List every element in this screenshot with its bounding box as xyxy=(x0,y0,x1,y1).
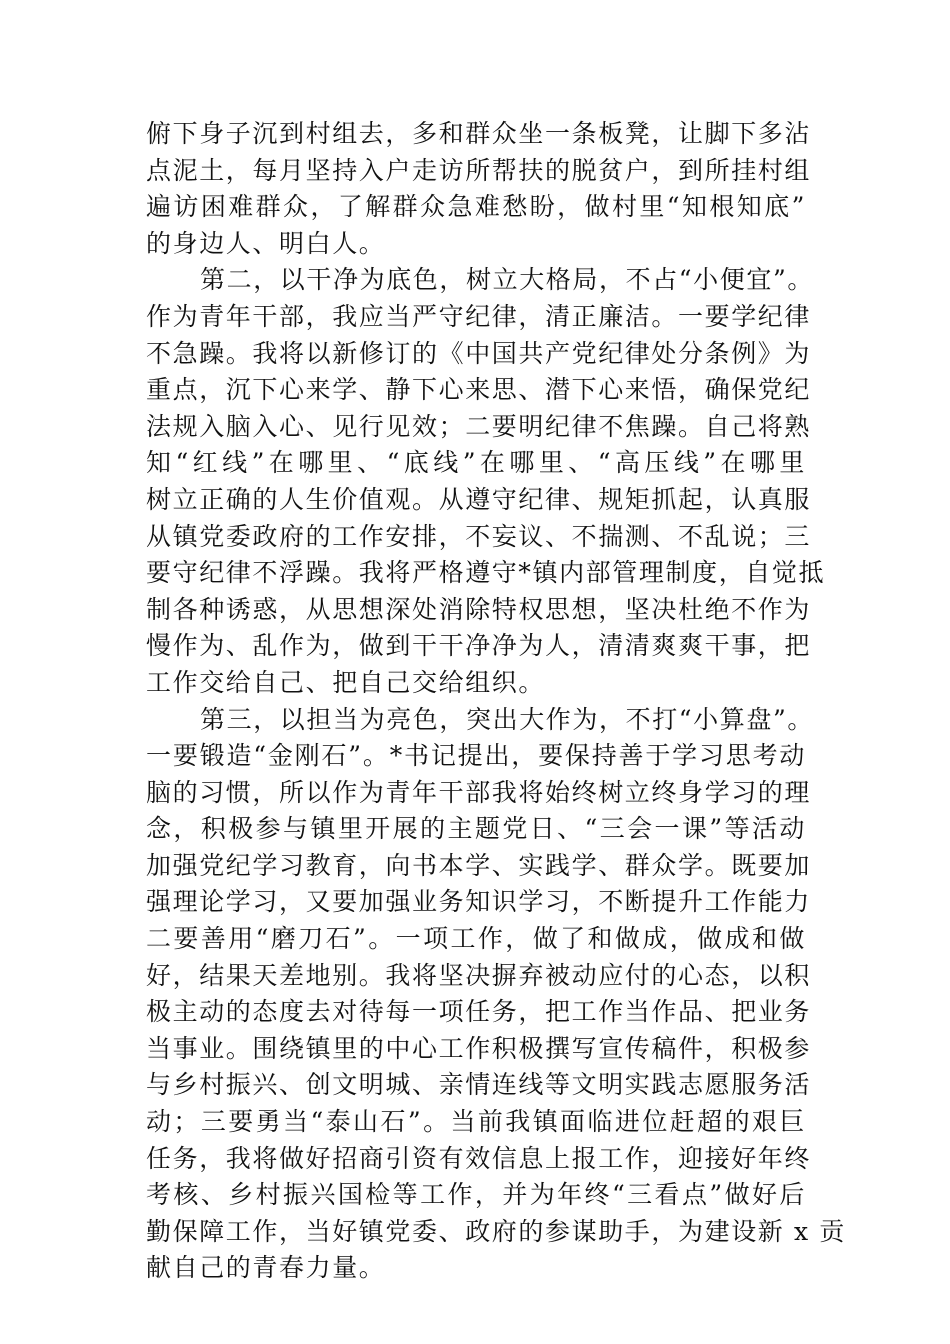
text-line: 的身边人、明白人。 xyxy=(146,228,386,258)
text-line: 知“红线”在哪里、“底线”在哪里、“高压线”在哪里 xyxy=(146,448,806,478)
text-line: 勤保障工作，当好镇党委、政府的参谋助手，为建设新 x 贡 xyxy=(146,1216,846,1246)
text-line: 树立正确的人生价值观。从遵守纪律、规矩抓起，认真服 xyxy=(146,484,812,514)
text-line: 极主动的态度去对待每一项任务，把工作当作品、把业务 xyxy=(146,997,812,1027)
text-line: 慢作为、乱作为，做到干干净净为人，清清爽爽干事，把 xyxy=(146,631,812,661)
text-line: 二要善用“磨刀石”。一项工作，做了和做成，做成和做 xyxy=(146,924,806,954)
text-line: 强理论学习，又要加强业务知识学习，不断提升工作能力 xyxy=(146,887,812,917)
text-line: 重点，沉下心来学、静下心来思、潜下心来悟，确保党纪 xyxy=(146,375,812,405)
text-line: 一要锻造“金刚石”。*书记提出，要保持善于学习思考动 xyxy=(146,741,806,771)
text-line: 遍访困难群众，了解群众急难愁盼，做村里“知根知底” xyxy=(146,192,806,222)
text-line: 与乡村振兴、创文明城、亲情连线等文明实践志愿服务活 xyxy=(146,1070,812,1100)
paragraph-heading-second: 第二，以干净为底色，树立大格局，不占“小便宜”。 xyxy=(200,265,814,295)
text-line: 好，结果天差地别。我将坚决摒弃被动应付的心态，以积 xyxy=(146,960,812,990)
text-line: 作为青年干部，我应当严守纪律，清正廉洁。一要学纪律 xyxy=(146,301,812,331)
text-line: 工作交给自己、把自己交给组织。 xyxy=(146,667,546,697)
text-line: 点泥土，每月坚持入户走访所帮扶的脱贫户，到所挂村组 xyxy=(146,155,812,185)
body-text xyxy=(146,116,846,1287)
text-line: 法规入脑入心、见行见效；二要明纪律不焦躁。自己将熟 xyxy=(146,411,812,441)
text-line: 献自己的青春力量。 xyxy=(146,1253,386,1283)
text-line: 动；三要勇当“泰山石”。当前我镇面临进位赶超的艰巨 xyxy=(146,1107,806,1137)
text-line: 从镇党委政府的工作安排，不妄议、不揣测、不乱说；三 xyxy=(146,521,812,551)
text-line: 制各种诱惑，从思想深处消除特权思想，坚决杜绝不作为 xyxy=(146,594,812,624)
text-line: 要守纪律不浮躁。我将严格遵守*镇内部管理制度，自觉抵 xyxy=(146,558,826,588)
paragraph-heading-third: 第三，以担当为亮色，突出大作为，不打“小算盘”。 xyxy=(200,704,814,734)
text-line: 不急躁。我将以新修订的《中国共产党纪律处分条例》为 xyxy=(146,338,812,368)
text-line: 俯下身子沉到村组去，多和群众坐一条板凳，让脚下多沾 xyxy=(146,119,812,148)
text-line: 当事业。围绕镇里的中心工作积极撰写宣传稿件，积极参 xyxy=(146,1033,812,1063)
text-line: 脑的习惯，所以作为青年干部我将始终树立终身学习的理 xyxy=(146,777,812,807)
text-line: 任务，我将做好招商引资有效信息上报工作，迎接好年终 xyxy=(146,1143,812,1173)
text-line: 考核、乡村振兴国检等工作，并为年终“三看点”做好后 xyxy=(146,1180,806,1210)
text-line: 念，积极参与镇里开展的主题党日、“三会一课”等活动 xyxy=(146,814,806,844)
text-line: 加强党纪学习教育，向书本学、实践学、群众学。既要加 xyxy=(146,850,812,880)
